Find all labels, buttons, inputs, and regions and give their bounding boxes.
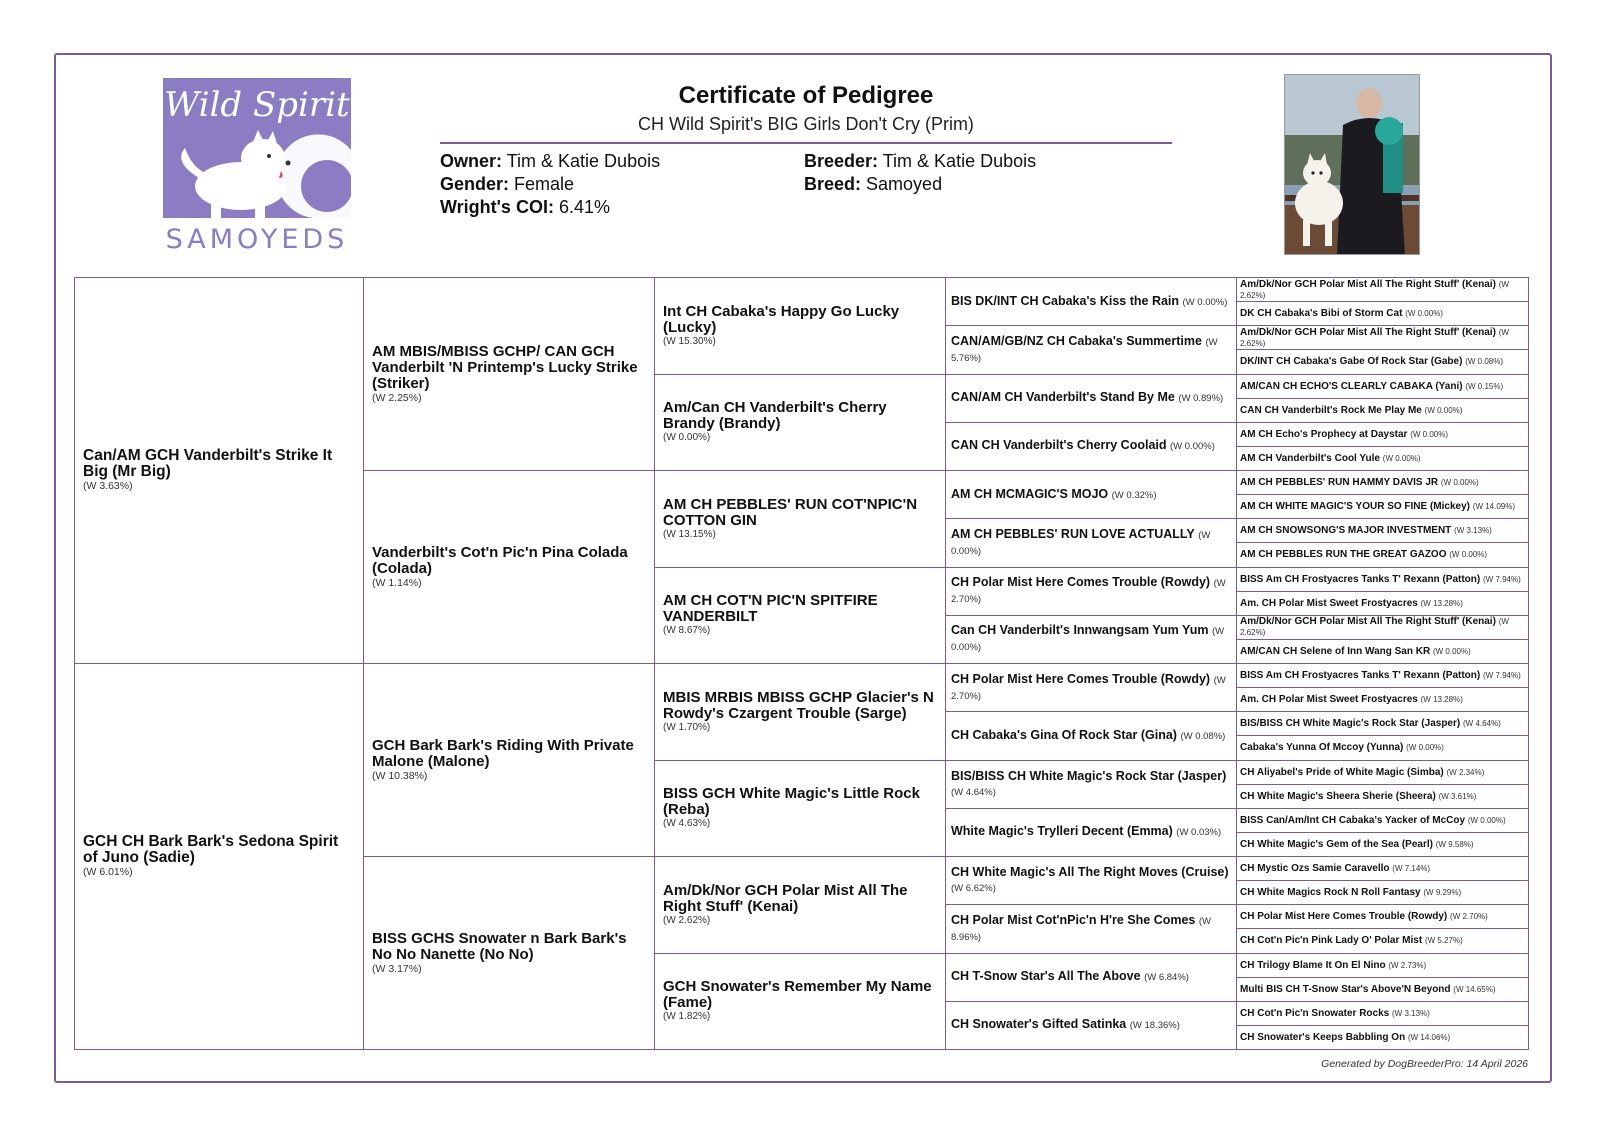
ancestor-coi: (W 9.29%) — [1423, 888, 1462, 898]
ancestor-name: Am/Dk/Nor GCH Polar Mist All The Right Stuff' (Kenai) — [1240, 278, 1496, 290]
ancestor-coi: (W 1.82%) — [663, 1011, 711, 1023]
pedigree-cell-gen3 — [654, 663, 946, 761]
pedigree-cell-gen4 — [945, 567, 1237, 616]
ancestor-entry — [1240, 887, 1525, 898]
pedigree-cell-gen1 — [74, 277, 364, 664]
pedigree-cell-gen5 — [1236, 880, 1529, 905]
breeder-label: Breeder: — [804, 151, 879, 171]
pedigree-cell-gen4 — [945, 808, 1237, 857]
ancestor-entry — [1240, 911, 1525, 922]
ancestor-name: Int CH Cabaka's Happy Go Lucky (Lucky) — [663, 302, 900, 336]
ancestor-entry — [951, 575, 1231, 607]
ancestor-name: CH Aliyabel's Pride of White Magic (Simba) — [1240, 766, 1444, 778]
ancestor-coi: (W 0.08%) — [1180, 730, 1226, 742]
ancestor-coi: (W 4.64%) — [1463, 719, 1501, 729]
ancestor-entry — [1240, 1008, 1525, 1019]
ancestor-coi: (W 14.09%) — [1472, 502, 1516, 512]
ancestor-coi: (W 2.70%) — [951, 578, 1226, 606]
ancestor-coi: (W 4.63%) — [663, 818, 711, 830]
pedigree-cell-gen3 — [654, 856, 946, 954]
ancestor-name: GCH Bark Bark's Riding With Private Malone (Malone) — [372, 736, 634, 770]
pedigree-cell-gen5 — [1236, 591, 1529, 616]
breeder-value: Tim & Katie Dubois — [882, 151, 1037, 171]
ancestor-name: BIS DK/INT CH Cabaka's Kiss the Rain — [951, 293, 1180, 308]
ancestor-name: CH White Magic's Gem of the Sea (Pearl) — [1240, 838, 1433, 850]
pedigree-cell-gen4 — [945, 615, 1237, 664]
ancestor-entry — [1240, 646, 1525, 657]
ancestor-name: White Magic's Trylleri Decent (Emma) — [951, 824, 1173, 839]
pedigree-cell-gen2 — [363, 663, 655, 857]
pedigree-cell-gen4 — [945, 470, 1237, 519]
pedigree-cell-gen5 — [1236, 567, 1529, 592]
pedigree-cell-gen5 — [1236, 349, 1529, 374]
ancestor-entry — [1240, 327, 1525, 349]
pedigree-cell-gen5 — [1236, 687, 1529, 712]
pedigree-cell-gen5 — [1236, 735, 1529, 760]
ancestor-coi: (W 0.00%) — [1410, 429, 1449, 439]
pedigree-cell-gen2 — [363, 856, 655, 1050]
ancestor-entry — [1240, 960, 1525, 971]
ancestor-entry — [1240, 791, 1525, 802]
ancestor-name: DK/INT CH Cabaka's Gabe Of Rock Star (Gabe) — [1240, 356, 1463, 368]
ancestor-coi: (W 0.00%) — [1382, 453, 1421, 463]
pedigree-cell-gen5 — [1236, 301, 1529, 326]
ancestor-entry — [1240, 742, 1525, 753]
ancestor-name: CH Snowater's Keeps Babbling On — [1240, 1031, 1406, 1043]
ancestor-name: DK CH Cabaka's Bibi of Storm Cat — [1240, 308, 1403, 320]
ancestor-entry — [951, 769, 1231, 800]
ancestor-entry — [951, 865, 1231, 896]
coi-value: 6.41% — [558, 197, 611, 217]
ancestor-name: Am. CH Polar Mist Sweet Frostyacres — [1240, 694, 1418, 706]
ancestor-coi: (W 0.00%) — [1424, 405, 1463, 415]
pedigree-cell-gen5 — [1236, 542, 1529, 567]
ancestor-name: GCH CH Bark Bark's Sedona Spirit of Juno (Sadie) — [83, 833, 339, 866]
ancestor-entry — [1240, 984, 1525, 995]
ancestor-name: AM CH PEBBLES RUN THE GREAT GAZOO — [1240, 549, 1447, 561]
ancestor-entry — [1240, 549, 1525, 560]
ancestor-coi: (W 2.62%) — [1240, 617, 1509, 638]
ancestor-coi: (W 2.70%) — [951, 674, 1226, 702]
ancestor-coi: (W 0.00%) — [663, 432, 711, 444]
pedigree-table — [74, 277, 1536, 1049]
ancestor-entry — [1240, 863, 1525, 874]
ancestor-entry — [1240, 598, 1525, 609]
dog-name: CH Wild Spirit's BIG Girls Don't Cry (Prim) — [638, 114, 974, 134]
ancestor-name: CH Polar Mist Here Comes Trouble (Rowdy) — [951, 575, 1211, 590]
pedigree-cell-gen4 — [945, 953, 1237, 1002]
ancestor-coi: (W 0.00%) — [951, 529, 1211, 557]
pedigree-cell-gen5 — [1236, 1001, 1529, 1026]
ancestor-coi: (W 0.00%) — [951, 626, 1225, 654]
kennel-logo — [163, 78, 351, 253]
ancestor-coi: (W 6.62%) — [951, 883, 996, 895]
svg-text:Wild Spirit: Wild Spirit — [164, 85, 350, 125]
ancestor-coi: (W 0.15%) — [1465, 381, 1504, 391]
title-divider — [440, 142, 1172, 144]
pedigree-cell-gen4 — [945, 760, 1237, 809]
ancestor-coi: (W 3.61%) — [1438, 791, 1477, 801]
ancestor-name: Can/AM GCH Vanderbilt's Strike It Big (Mr Big) — [83, 447, 333, 480]
ancestor-name: CAN/AM/GB/NZ CH Cabaka's Summertime — [951, 333, 1202, 348]
pedigree-cell-gen5 — [1236, 639, 1529, 664]
pedigree-cell-gen4 — [945, 904, 1237, 953]
ancestor-coi: (W 3.13%) — [1454, 526, 1492, 536]
ancestor-name: CH Trilogy Blame It On El Nino — [1240, 959, 1386, 971]
ancestor-entry — [951, 334, 1231, 366]
ancestor-name: BISS Can/Am/Int CH Cabaka's Yacker of McCoy — [1240, 814, 1466, 826]
ancestor-coi: (W 2.62%) — [663, 914, 711, 926]
ancestor-coi: (W 3.17%) — [372, 962, 422, 975]
ancestor-entry — [1240, 694, 1525, 705]
ancestor-coi: (W 8.96%) — [951, 915, 1212, 943]
ancestor-name: CH White Magic's All The Right Moves (Cruise) — [951, 865, 1229, 880]
pedigree-cell-gen4 — [945, 856, 1237, 905]
ancestor-coi: (W 18.36%) — [1129, 1020, 1180, 1032]
pedigree-cell-gen3 — [654, 277, 946, 375]
gender-row — [440, 173, 574, 196]
pedigree-cell-gen5 — [1236, 422, 1529, 447]
ancestor-coi: (W 3.13%) — [1392, 1008, 1430, 1018]
ancestor-coi: (W 14.06%) — [1407, 1032, 1451, 1042]
pedigree-cell-gen3 — [654, 953, 946, 1051]
ancestor-entry — [1240, 279, 1525, 301]
ancestor-entry — [951, 623, 1231, 655]
ancestor-coi: (W 0.00%) — [1432, 646, 1471, 656]
ancestor-name: CH Polar Mist Cot'nPic'n H're She Comes — [951, 912, 1196, 927]
ancestor-coi: (W 0.00%) — [1440, 478, 1479, 488]
gender-value: Female — [514, 174, 575, 194]
ancestor-name: AM/CAN CH ECHO'S CLEARLY CABAKA (Yani) — [1240, 380, 1463, 392]
ancestor-coi: (W 4.64%) — [951, 786, 996, 798]
pedigree-cell-gen5 — [1236, 470, 1529, 495]
ancestor-name: BISS GCH White Magic's Little Rock (Reba) — [663, 785, 920, 819]
ancestor-entry — [951, 294, 1231, 310]
ancestor-entry — [951, 728, 1231, 744]
pedigree-cell-gen5 — [1236, 446, 1529, 471]
ancestor-coi: (W 0.08%) — [1465, 357, 1504, 367]
pedigree-cell-gen5 — [1236, 760, 1529, 785]
ancestor-name: Am/Dk/Nor GCH Polar Mist All The Right Stuff' (Kenai) — [1240, 616, 1496, 628]
ancestor-name: CH Polar Mist Here Comes Trouble (Rowdy) — [951, 671, 1211, 686]
ancestor-coi: (W 2.25%) — [372, 391, 422, 404]
ancestor-name: CH Mystic Ozs Samie Caravello — [1240, 863, 1390, 875]
ancestor-name: BISS Am CH Frostyacres Tanks T' Rexann (Patton) — [1240, 573, 1481, 585]
ancestor-name: AM CH Echo's Prophecy at Daystar — [1240, 428, 1408, 440]
ancestor-name: AM CH PEBBLES' RUN COT'NPIC'N COTTON GIN — [663, 495, 918, 529]
ancestor-name: AM CH PEBBLES' RUN HAMMY DAVIS JR — [1240, 477, 1439, 489]
ancestor-entry — [1240, 718, 1525, 729]
ancestor-coi: (W 0.00%) — [1182, 296, 1228, 308]
pedigree-cell-gen4 — [945, 374, 1237, 423]
ancestor-name: AM CH MCMAGIC'S MOJO — [951, 486, 1109, 501]
ancestor-name: CH Snowater's Gifted Satinka — [951, 1017, 1127, 1032]
pedigree-cell-gen5 — [1236, 663, 1529, 688]
pedigree-cell-gen2 — [363, 277, 655, 471]
ancestor-name: Multi BIS CH T-Snow Star's Above'N Beyond — [1240, 983, 1451, 995]
pedigree-cell-gen5 — [1236, 711, 1529, 736]
ancestor-coi: (W 0.00%) — [1405, 309, 1443, 319]
breeder-row — [804, 150, 1036, 173]
ancestor-entry — [1240, 501, 1525, 512]
ancestor-coi: (W 14.65%) — [1453, 984, 1496, 994]
ancestor-entry — [951, 438, 1231, 454]
ancestor-name: GCH Snowater's Remember My Name (Fame) — [663, 978, 932, 1012]
ancestor-coi: (W 0.00%) — [1449, 550, 1488, 560]
pedigree-cell-gen5 — [1236, 518, 1529, 543]
ancestor-coi: (W 8.67%) — [663, 625, 711, 637]
ancestor-coi: (W 2.62%) — [1240, 279, 1509, 300]
pedigree-cell-gen5 — [1236, 325, 1529, 350]
ancestor-name: CAN CH Vanderbilt's Rock Me Play Me — [1240, 404, 1422, 416]
ancestor-name: Vanderbilt's Cot'n Pic'n Pina Colada (Colada) — [372, 543, 628, 577]
ancestor-coi: (W 2.34%) — [1446, 767, 1485, 777]
ancestor-name: CH T-Snow Star's All The Above — [951, 969, 1141, 984]
ancestor-name: Am/Can CH Vanderbilt's Cherry Brandy (Brandy) — [663, 399, 887, 433]
ancestor-name: Am/Dk/Nor GCH Polar Mist All The Right Stuff' (Kenai) — [1240, 326, 1496, 338]
ancestor-name: Am/Dk/Nor GCH Polar Mist All The Right Stuff' (Kenai) — [663, 881, 908, 915]
ancestor-coi: (W 0.32%) — [1111, 489, 1157, 501]
ancestor-coi: (W 0.89%) — [1178, 393, 1224, 405]
ancestor-entry — [1240, 477, 1525, 488]
ancestor-coi: (W 2.62%) — [1240, 327, 1509, 348]
ancestor-coi: (W 10.38%) — [372, 769, 428, 782]
ancestor-coi: (W 13.15%) — [663, 528, 716, 540]
ancestor-name: CAN CH Vanderbilt's Cherry Coolaid — [951, 438, 1167, 453]
ancestor-coi: (W 1.14%) — [372, 576, 422, 589]
ancestor-entry — [1240, 405, 1525, 416]
ancestor-coi: (W 0.03%) — [1176, 827, 1222, 839]
ancestor-name: AM MBIS/MBISS GCHP/ CAN GCH Vanderbilt 'N Printemp's Lucky Strike (Striker) — [372, 342, 638, 392]
ancestor-entry — [951, 527, 1231, 559]
pedigree-cell-gen5 — [1236, 832, 1529, 857]
ancestor-name: AM CH SNOWSONG'S MAJOR INVESTMENT — [1240, 525, 1452, 537]
pedigree-cell-gen5 — [1236, 856, 1529, 881]
ancestor-name: AM/CAN CH Selene of Inn Wang San KR — [1240, 645, 1431, 657]
pedigree-cell-gen3 — [654, 374, 946, 472]
ancestor-name: Cabaka's Yunna Of Mccoy (Yunna) — [1240, 742, 1404, 754]
ancestor-entry — [951, 672, 1231, 704]
ancestor-name: BIS/BISS CH White Magic's Rock Star (Jasper) — [951, 768, 1227, 783]
ancestor-name: CH Cot'n Pic'n Pink Lady O' Polar Mist — [1240, 935, 1423, 947]
ancestor-entry — [1240, 815, 1525, 826]
ancestor-entry — [1240, 767, 1525, 778]
owner-label: Owner: — [440, 151, 503, 171]
pedigree-cell-gen5 — [1236, 615, 1529, 640]
ancestor-name: CH Cabaka's Gina Of Rock Star (Gina) — [951, 727, 1177, 742]
pedigree-cell-gen5 — [1236, 1025, 1529, 1050]
ancestor-coi: (W 1.70%) — [663, 721, 711, 733]
svg-text:SAMOYEDS: SAMOYEDS — [165, 224, 349, 253]
coi-row — [440, 196, 610, 219]
coi-label: Wright's COI: — [440, 197, 554, 217]
ancestor-name: AM CH COT'N PIC'N SPITFIRE VANDERBILT — [663, 592, 878, 626]
pedigree-cell-gen4 — [945, 663, 1237, 712]
ancestor-name: CH Polar Mist Here Comes Trouble (Rowdy) — [1240, 911, 1448, 923]
ancestor-entry — [951, 487, 1231, 503]
pedigree-cell-gen4 — [945, 711, 1237, 760]
breed-value: Samoyed — [866, 174, 943, 194]
samoyed-logo-icon — [163, 78, 351, 253]
pedigree-cell-gen3 — [654, 567, 946, 665]
pedigree-cell-gen5 — [1236, 904, 1529, 929]
pedigree-cell-gen5 — [1236, 977, 1529, 1002]
ancestor-coi: (W 0.00%) — [1170, 441, 1215, 453]
ancestor-entry — [1240, 1032, 1525, 1043]
ancestor-coi: (W 2.73%) — [1388, 960, 1427, 970]
ancestor-entry — [951, 969, 1231, 985]
ancestor-name: CH White Magic's Sheera Sherie (Sheera) — [1240, 790, 1436, 802]
ancestor-entry — [1240, 356, 1525, 367]
ancestor-coi: (W 13.28%) — [1420, 695, 1463, 705]
owner-row — [440, 150, 660, 173]
pedigree-cell-gen2 — [363, 470, 655, 664]
pedigree-cell-gen5 — [1236, 374, 1529, 399]
pedigree-cell-gen5 — [1236, 808, 1529, 833]
ancestor-coi: (W 6.84%) — [1144, 972, 1189, 984]
ancestor-name: CH Cot'n Pic'n Snowater Rocks — [1240, 1007, 1390, 1019]
ancestor-entry — [1240, 381, 1525, 392]
title-block — [440, 80, 1172, 136]
ancestor-coi: (W 15.30%) — [663, 335, 716, 347]
ancestor-coi: (W 0.00%) — [1406, 743, 1444, 753]
generated-footer: Generated by DogBreederPro: 14 April 2026 — [1321, 1058, 1528, 1070]
ancestor-entry — [951, 824, 1231, 840]
gender-label: Gender: — [440, 174, 510, 194]
pedigree-cell-gen4 — [945, 325, 1237, 374]
ancestor-name: Am. CH Polar Mist Sweet Frostyacres — [1240, 597, 1418, 609]
ancestor-entry — [1240, 429, 1525, 440]
breed-label: Breed: — [804, 174, 862, 194]
ancestor-name: AM CH PEBBLES' RUN LOVE ACTUALLY — [951, 526, 1195, 541]
ancestor-coi: (W 7.14%) — [1392, 864, 1431, 874]
ancestor-name: MBIS MRBIS MBISS GCHP Glacier's N Rowdy's Czargent Trouble (Sarge) — [663, 688, 934, 722]
ancestor-coi: (W 5.27%) — [1424, 936, 1463, 946]
ancestor-entry — [1240, 616, 1525, 638]
pedigree-cell-gen3 — [654, 470, 946, 568]
ancestor-name: BIS/BISS CH White Magic's Rock Star (Jasper) — [1240, 718, 1461, 730]
pedigree-cell-gen1 — [74, 663, 364, 1050]
ancestor-entry — [1240, 453, 1525, 464]
pedigree-cell-gen5 — [1236, 398, 1529, 423]
pedigree-cell-gen5 — [1236, 277, 1529, 302]
ancestor-name: CH White Magics Rock N Roll Fantasy — [1240, 887, 1421, 899]
ancestor-name: CAN/AM CH Vanderbilt's Stand By Me — [951, 390, 1175, 405]
pedigree-cell-gen4 — [945, 1001, 1237, 1050]
pedigree-cell-gen4 — [945, 422, 1237, 471]
ancestor-coi: (W 2.70%) — [1450, 912, 1488, 922]
document-title: Certificate of Pedigree — [678, 82, 934, 109]
ancestor-coi: (W 7.94%) — [1483, 671, 1521, 681]
ancestor-name: Can CH Vanderbilt's Innwangsam Yum Yum — [951, 623, 1209, 638]
ancestor-entry — [1240, 935, 1525, 946]
ancestor-coi: (W 13.28%) — [1420, 598, 1463, 608]
ancestor-coi: (W 3.63%) — [83, 480, 133, 492]
ancestor-coi: (W 5.76%) — [951, 336, 1218, 364]
ancestor-coi: (W 6.01%) — [83, 866, 133, 878]
ancestor-name: AM CH Vanderbilt's Cool Yule — [1240, 452, 1380, 464]
pedigree-cell-gen5 — [1236, 784, 1529, 809]
ancestor-coi: (W 9.58%) — [1435, 839, 1474, 849]
breed-row — [804, 173, 942, 196]
ancestor-coi: (W 0.00%) — [1467, 815, 1506, 825]
ancestor-entry — [1240, 525, 1525, 536]
pedigree-cell-gen4 — [945, 518, 1237, 567]
pedigree-cell-gen3 — [654, 760, 946, 858]
ancestor-entry — [1240, 839, 1525, 850]
ancestor-name: BISS Am CH Frostyacres Tanks T' Rexann (Patton) — [1240, 670, 1481, 682]
ancestor-entry — [951, 1017, 1231, 1033]
handler-with-dog-photo-icon — [1285, 75, 1420, 255]
dog-photo — [1284, 74, 1420, 255]
ancestor-entry — [951, 913, 1231, 945]
owner-value: Tim & Katie Dubois — [506, 151, 661, 171]
ancestor-name: AM CH WHITE MAGIC'S YOUR SO FINE (Mickey) — [1240, 501, 1470, 513]
pedigree-cell-gen5 — [1236, 953, 1529, 978]
ancestor-name: BISS GCHS Snowater n Bark Bark's No No Nanette (No No) — [372, 929, 627, 963]
pedigree-cell-gen5 — [1236, 494, 1529, 519]
ancestor-entry — [951, 390, 1231, 406]
pedigree-cell-gen5 — [1236, 928, 1529, 953]
ancestor-entry — [1240, 670, 1525, 681]
ancestor-entry — [1240, 308, 1525, 319]
ancestor-coi: (W 7.94%) — [1483, 574, 1521, 584]
pedigree-cell-gen4 — [945, 277, 1237, 326]
ancestor-entry — [1240, 574, 1525, 585]
